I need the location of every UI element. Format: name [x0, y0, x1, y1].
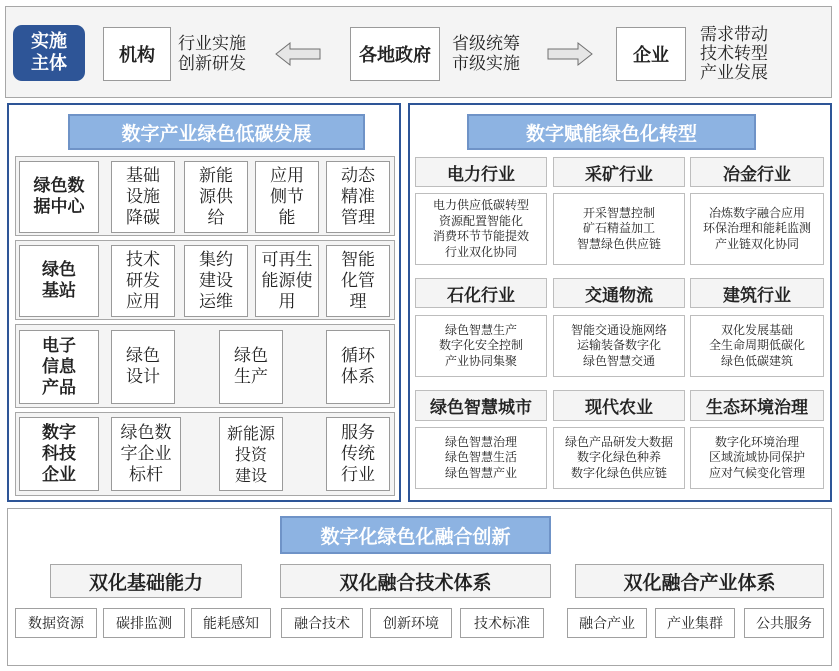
industry-desc-line: 电力供应低碳转型 [432, 198, 529, 212]
technology-system-header: 双化融合技术体系 [280, 564, 551, 598]
digital-industry-title: 数字产业绿色低碳发展 [68, 114, 365, 150]
industry-desc [553, 315, 685, 377]
industry-desc-line: 绿色智慧生产 [444, 322, 517, 337]
industry-header: 电力行业 [415, 157, 547, 187]
industry-desc-line: 数字化绿色种养 [576, 450, 661, 465]
industry-desc-line: 智慧绿色供应链 [576, 236, 661, 251]
institution-box: 机构 [103, 27, 171, 81]
technology-item: 融合技术 [281, 608, 363, 638]
industry-desc-line: 运输装备数字化 [576, 338, 661, 353]
industry-desc-line: 应对气候变化管理 [708, 465, 805, 480]
industry-desc [690, 315, 824, 377]
row-item: 技术 研发 应用 [111, 245, 175, 317]
industry-desc-line: 双化发展基础 [720, 322, 793, 337]
industry-desc-line: 产业协同集聚 [444, 353, 517, 368]
industry-desc-line: 矿石精益加工 [582, 221, 655, 236]
industry-desc-line: 绿色低碳建筑 [720, 353, 793, 368]
row-item: 基础 设施 降碳 [111, 161, 175, 233]
industry-header: 现代农业 [553, 390, 685, 421]
industry-item: 产业集群 [655, 608, 735, 638]
industry-desc-line: 开采智慧控制 [582, 205, 655, 220]
row-item: 动态 精准 管理 [326, 161, 390, 233]
row-head-tech-enterprise: 数字 科技 企业 [19, 417, 99, 491]
industry-desc-line: 数字化安全控制 [438, 338, 523, 353]
industry-system-header: 双化融合产业体系 [575, 564, 824, 598]
institution-desc: 行业实施 创新研发 [178, 34, 246, 74]
industry-desc-line: 消费环节节能提效 [432, 229, 529, 243]
row-head-electronic-products: 电子 信息 产品 [19, 330, 99, 404]
left-arrow-icon [274, 40, 322, 68]
enterprise-box: 企业 [616, 27, 686, 81]
technology-item: 技术标准 [460, 608, 544, 638]
local-government-desc: 省级统筹 市级实施 [452, 34, 520, 74]
industry-header: 生态环境治理 [690, 390, 824, 421]
industry-desc-line: 区域流域协同保护 [708, 450, 805, 465]
industry-desc-line: 行业双化协同 [444, 244, 517, 259]
industry-header: 采矿行业 [553, 157, 685, 187]
row-item: 应用 侧节 能 [255, 161, 319, 233]
industry-desc-line: 数字化环境治理 [714, 434, 799, 449]
industry-desc-line: 绿色智慧生活 [444, 450, 517, 465]
technology-item: 创新环境 [370, 608, 452, 638]
industry-desc-line: 资源配置智能化 [438, 213, 523, 228]
industry-desc-line: 数字化绿色供应链 [570, 465, 667, 480]
foundation-item: 数据资源 [15, 608, 97, 638]
digital-empowerment-title: 数字赋能绿色化转型 [467, 114, 756, 150]
row-item: 绿色数 字企业 标杆 [111, 417, 181, 491]
enterprise-desc: 需求带动 技术转型 产业发展 [700, 25, 768, 83]
row-item: 绿色 生产 [219, 330, 283, 404]
foundation-capability-header: 双化基础能力 [50, 564, 242, 598]
industry-desc [553, 193, 685, 265]
industry-header: 冶金行业 [690, 157, 824, 187]
industry-desc-line: 冶炼数字融合应用 [708, 205, 805, 220]
row-head-data-center: 绿色数 据中心 [19, 161, 99, 233]
industry-desc [690, 193, 824, 265]
row-item: 绿色 设计 [111, 330, 175, 404]
foundation-item: 能耗感知 [191, 608, 271, 638]
row-item: 新能 源供 给 [184, 161, 248, 233]
industry-header: 建筑行业 [690, 278, 824, 308]
integration-innovation-title: 数字化绿色化融合创新 [280, 516, 551, 554]
industry-header: 石化行业 [415, 278, 547, 308]
row-item: 新能源 投资 建设 [219, 417, 283, 491]
right-arrow-icon [546, 40, 594, 68]
industry-header: 绿色智慧城市 [415, 390, 547, 421]
industry-desc [553, 427, 685, 489]
industry-desc [415, 315, 547, 377]
industry-desc-line: 绿色产品研发大数据 [564, 434, 673, 449]
industry-desc [415, 427, 547, 489]
industry-desc [415, 193, 547, 265]
industry-item: 公共服务 [744, 608, 824, 638]
row-item: 服务 传统 行业 [326, 417, 390, 491]
industry-desc-line: 产业链双化协同 [714, 236, 799, 251]
industry-item: 融合产业 [567, 608, 647, 638]
implementation-subject-badge: 实施 主体 [13, 25, 85, 81]
row-item: 集约 建设 运维 [184, 245, 248, 317]
industry-desc-line: 绿色智慧交通 [582, 353, 655, 368]
row-item: 循环 体系 [326, 330, 390, 404]
row-item: 智能 化管 理 [326, 245, 390, 317]
industry-header: 交通物流 [553, 278, 685, 308]
local-government-box: 各地政府 [350, 27, 440, 81]
row-item: 可再生 能源使 用 [255, 245, 319, 317]
industry-desc-line: 环保治理和能耗监测 [702, 221, 811, 236]
industry-desc-line: 绿色智慧产业 [444, 465, 517, 480]
industry-desc-line: 绿色智慧治理 [444, 434, 517, 449]
industry-desc-line: 全生命周期低碳化 [708, 338, 805, 353]
row-head-base-station: 绿色 基站 [19, 245, 99, 317]
industry-desc [690, 427, 824, 489]
foundation-item: 碳排监测 [103, 608, 185, 638]
industry-desc-line: 智能交通设施网络 [570, 322, 667, 337]
